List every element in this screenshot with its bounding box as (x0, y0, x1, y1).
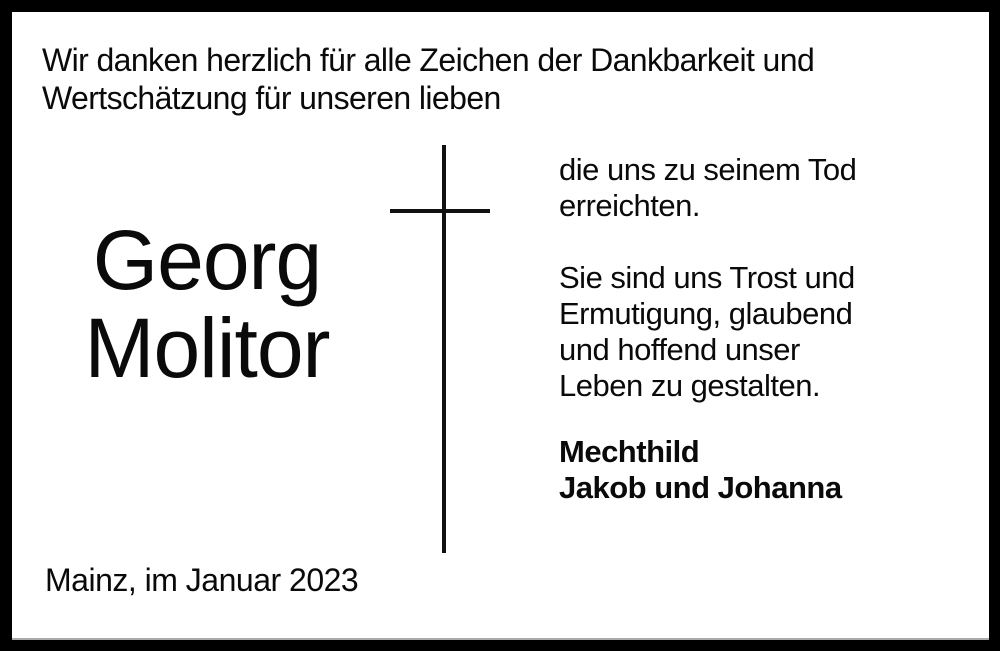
condolence-paragraph-2: Sie sind uns Trost und Ermutigung, glaubend und hoffend unser Leben zu gestalten. (559, 260, 855, 403)
place-date: Mainz, im Januar 2023 (45, 562, 359, 598)
intro-text (42, 41, 814, 117)
mourner-line-1: Mechthild (559, 434, 700, 469)
condolence-paragraph-1: die uns zu seinem Tod erreichten. (559, 152, 857, 223)
intro-line-1: Wir danken herzlich für alle Zeichen der Dankbarkeit und (42, 42, 815, 78)
deceased-first-name: Georg (92, 213, 322, 307)
mourner-line-2: Jakob und Johanna (559, 470, 842, 505)
cross-vertical-bar (442, 145, 446, 553)
mourners-names (559, 434, 959, 506)
condolence-text-column (559, 152, 959, 506)
obituary-card (12, 12, 989, 640)
cross-horizontal-bar (390, 209, 490, 213)
deceased-last-name: Molitor (84, 301, 330, 395)
intro-line-2: Wertschätzung für unseren lieben (42, 80, 501, 116)
deceased-name (32, 213, 382, 395)
